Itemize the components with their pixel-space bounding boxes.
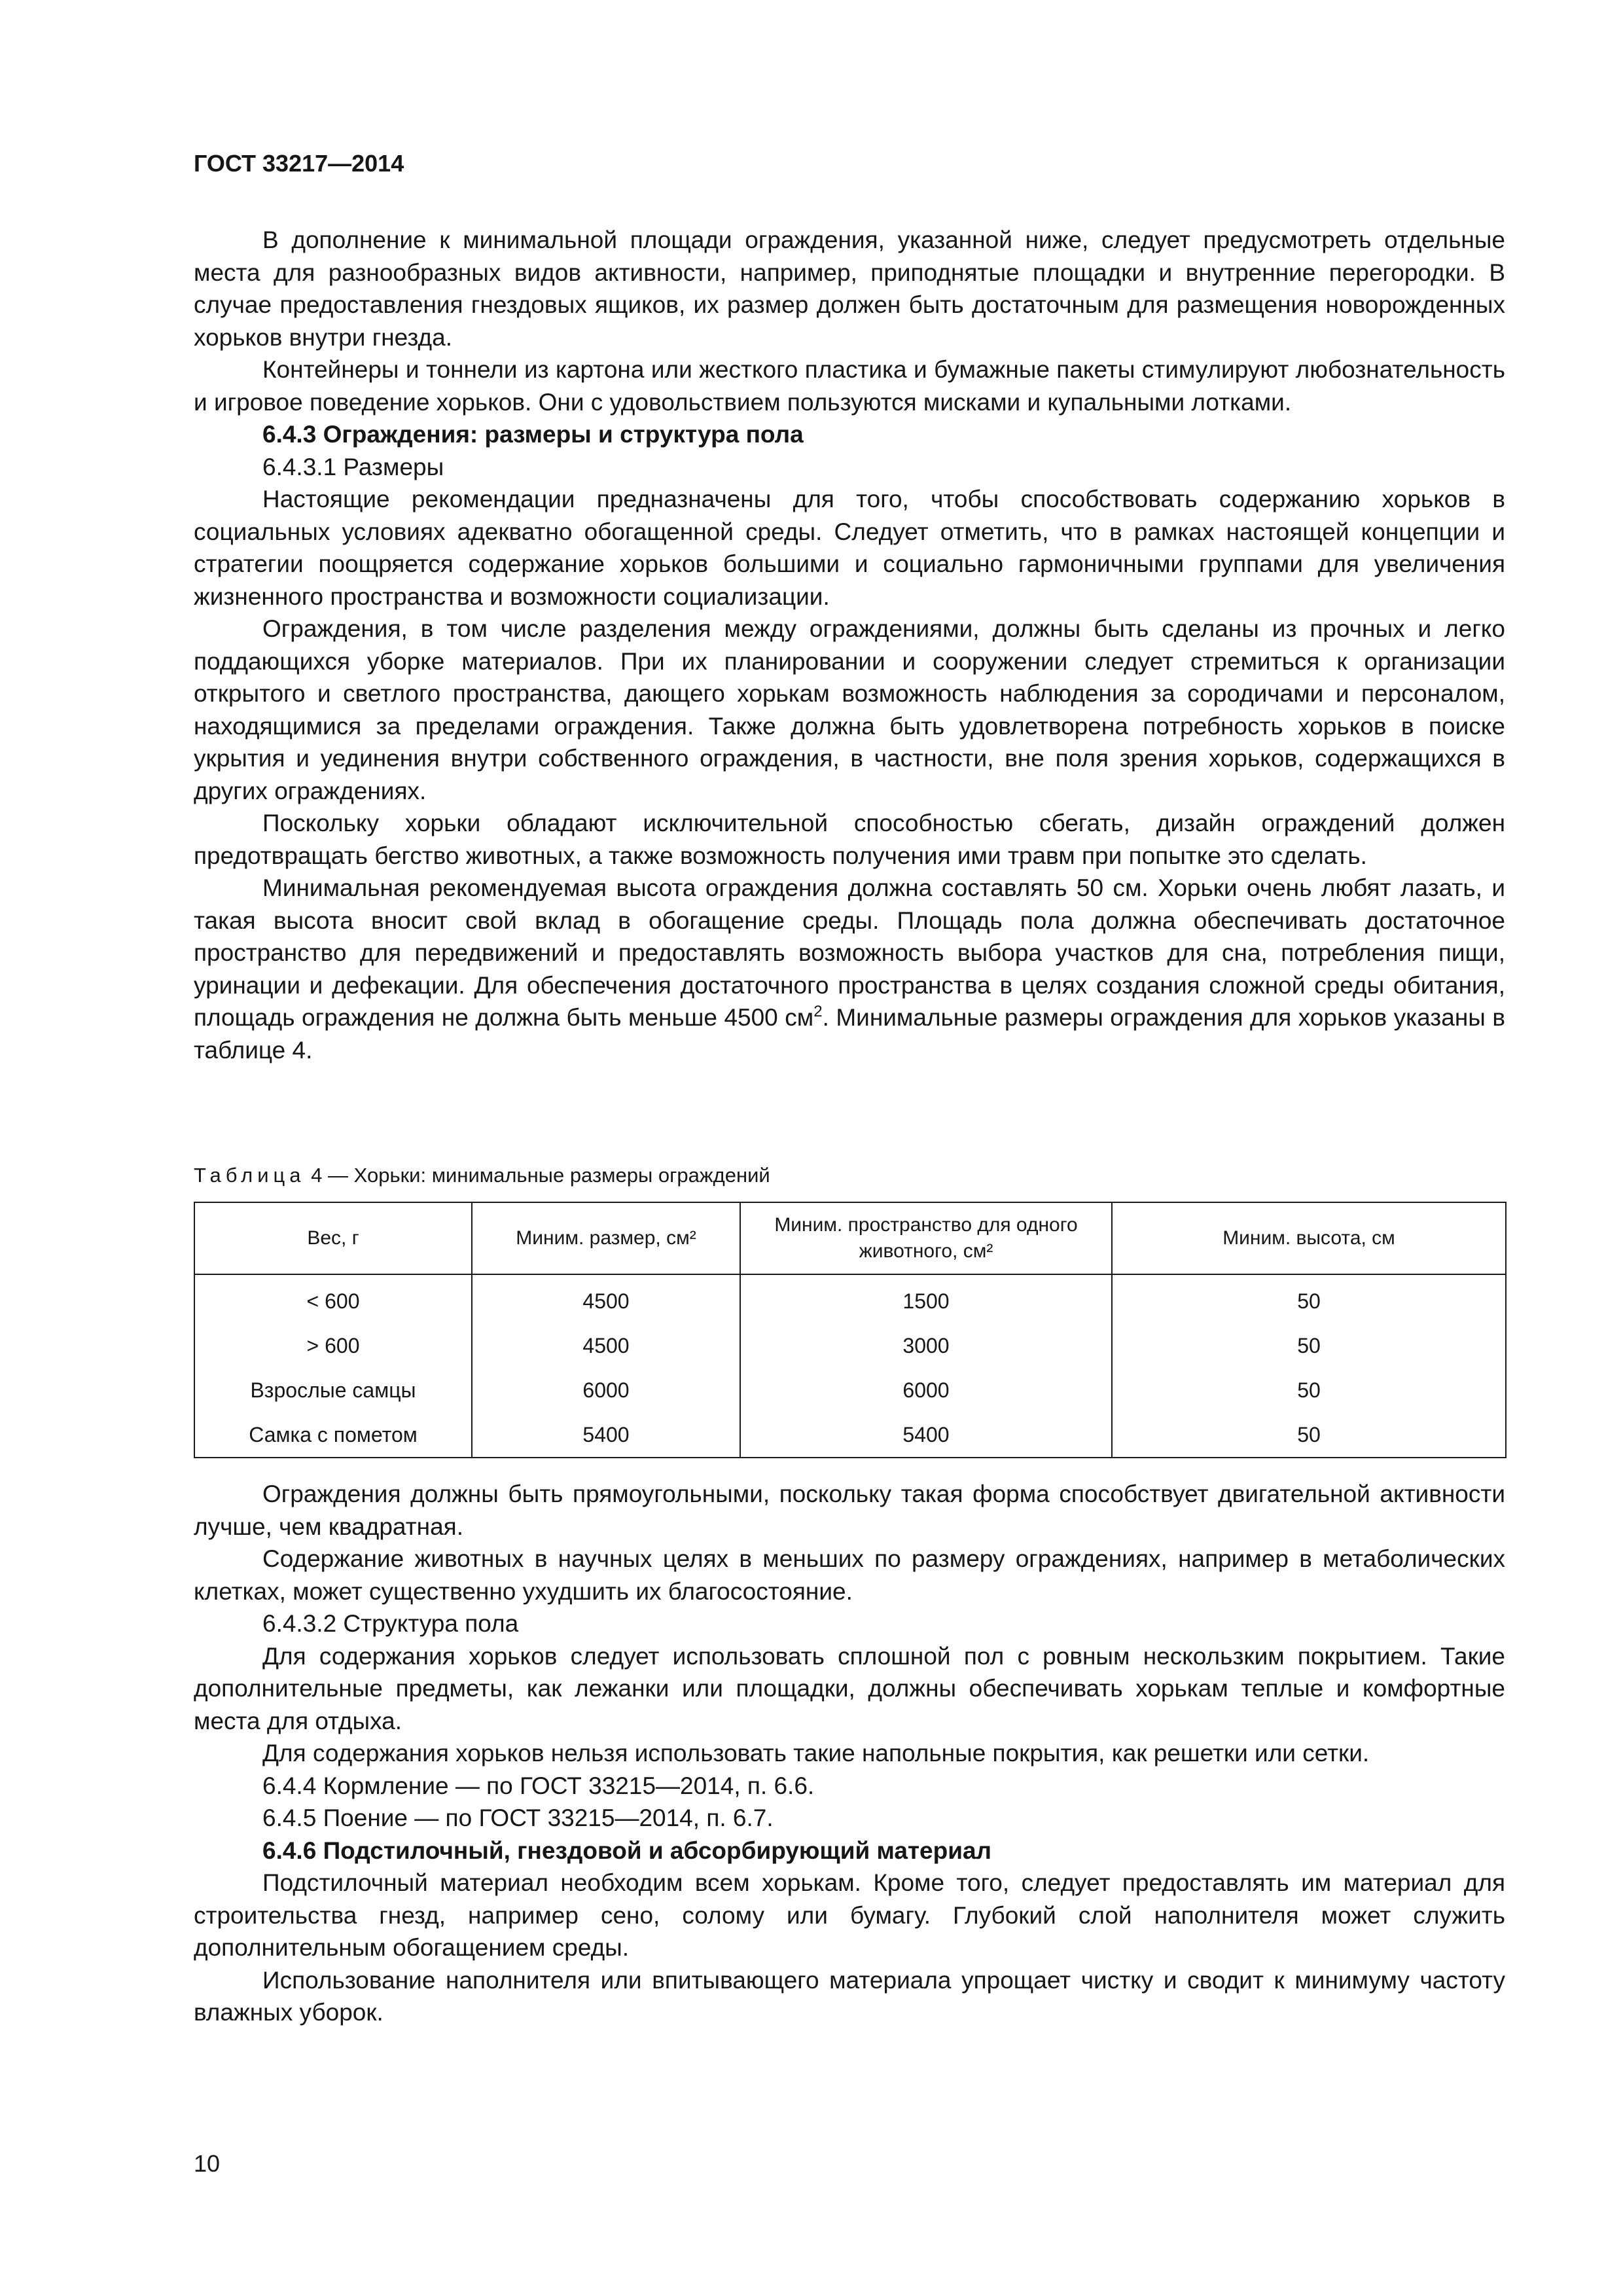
paragraph: Использование наполнителя или впитывающего материала упрощает чистку и сводит к минимуму частоту влажных уборок.: [194, 1966, 1505, 2026]
paragraph: Контейнеры и тоннели из картона или жесткого пластика и бумажные пакеты стимулируют любознательность и игровое поведение хорьков. Они с удовольствием пользуются мисками и купальными лотками.: [194, 356, 1505, 416]
document-page: [194, 0, 1505, 2296]
paragraph: Содержание животных в научных целях в меньших по размеру ограждениях, например в метаболических клетках, может существенно ухудшить их благосостояние.: [194, 1545, 1505, 1605]
paragraph: Подстилочный материал необходим всем хорькам. Кроме того, следует предоставлять им материал для строительства гнезд, например сено, солому или бумагу. Глубокий слой наполнителя может служить дополнительным обогащением среды.: [194, 1869, 1505, 1961]
table-cell: Самка с пометом: [194, 1412, 472, 1458]
column-header-weight: Вес, г: [194, 1202, 472, 1274]
table-cell: 50: [1112, 1274, 1506, 1323]
table-cell: 1500: [740, 1274, 1112, 1323]
table-caption-title: 4 — Хорьки: минимальные размеры ограждений: [305, 1164, 770, 1187]
paragraph: 6.4.3.1 Размеры: [262, 453, 444, 480]
paragraph: Ограждения, в том числе разделения между ограждениями, должны быть сделаны из прочных и легко поддающихся уборке материалов. При их планировании и сооружении следует стремиться к организации открытого и светлого пространства, дающего хорькам возможность наблюдения за сородичами и персоналом, находящимися за пределами ограждения. Также должна быть удовлетворена потребность хорьков в поиске укрытия и уединения внутри собственного ограждения, в частности, вне поля зрения хорьков, содержащихся в других ограждениях.: [194, 615, 1505, 804]
paragraph: 6.4.5 Поение — по ГОСТ 33215—2014, п. 6.7.: [262, 1804, 774, 1831]
paragraph: Для содержания хорьков следует использовать сплошной пол с ровным нескользким покрытием. Такие дополнительные предметы, как лежанки или площадки, должны обеспечивать хорькам теплые и комфортные места для отдыха.: [194, 1642, 1505, 1734]
paragraph: В дополнение к минимальной площади ограждения, указанной ниже, следует предусмотреть отдельные места для разнообразных видов активности, например, приподнятые площадки и внутренние перегородки. В случае предоставления гнездовых ящиков, их размер должен быть достаточным для размещения новорожденных хорьков внутри гнезда.: [194, 226, 1505, 351]
section-heading: 6.4.3 Ограждения: размеры и структура пола: [262, 421, 804, 448]
table-row: [194, 1323, 1506, 1368]
superscript: 2: [813, 1003, 823, 1020]
table-cell: 6000: [472, 1368, 740, 1412]
column-header-min-height: Миним. высота, см: [1112, 1202, 1506, 1274]
paragraph: 6.4.3.2 Структура пола: [262, 1610, 519, 1637]
body-text-top: [194, 224, 1505, 1066]
table-cell: > 600: [194, 1323, 472, 1368]
column-header-min-size: Миним. размер, см²: [472, 1202, 740, 1274]
page-number: 10: [194, 2150, 221, 2177]
table-row: [194, 1274, 1506, 1323]
section-heading: 6.4.6 Подстилочный, гнездовой и абсорбирующий материал: [262, 1837, 992, 1864]
table-cell: < 600: [194, 1274, 472, 1323]
table-cell: 5400: [472, 1412, 740, 1458]
table-cell: Взрослые самцы: [194, 1368, 472, 1412]
table-cell: 3000: [740, 1323, 1112, 1368]
paragraph: 6.4.4 Кормление — по ГОСТ 33215—2014, п. 6.6.: [262, 1772, 815, 1799]
paragraph: Настоящие рекомендации предназначены для того, чтобы способствовать содержанию хорьков в социальных условиях адекватно обогащенной среды. Следует отметить, что в рамках настоящей концепции и стратегии поощряется содержание хорьков большими и социально гармоничными группами для увеличения жизненного пространства и возможности социализации.: [194, 486, 1505, 610]
table-row: [194, 1368, 1506, 1412]
enclosure-size-table: [194, 1202, 1507, 1458]
body-text-bottom: [194, 1478, 1505, 2029]
paragraph: Ограждения должны быть прямоугольными, поскольку такая форма способствует двигательной активности лучше, чем квадратная.: [194, 1480, 1505, 1540]
table-cell: 50: [1112, 1323, 1506, 1368]
table-cell: 6000: [740, 1368, 1112, 1412]
table-row: [194, 1412, 1506, 1458]
table-cell: 50: [1112, 1368, 1506, 1412]
table-caption: [194, 1162, 770, 1189]
table-cell: 4500: [472, 1323, 740, 1368]
column-header-min-space: Миним. пространство для одного животного, см²: [740, 1202, 1112, 1274]
table-cell: 4500: [472, 1274, 740, 1323]
document-header: ГОСТ 33217—2014: [194, 150, 404, 177]
table-cell: 5400: [740, 1412, 1112, 1458]
paragraph: Для содержания хорьков нельзя использовать такие напольные покрытия, как решетки или сетки.: [262, 1740, 1370, 1767]
table-header-row: [194, 1202, 1506, 1274]
paragraph: Поскольку хорьки обладают исключительной способностью сбегать, дизайн ограждений должен предотвращать бегство животных, а также возможность получения ими травм при попытке это сделать.: [194, 810, 1505, 869]
table-cell: 50: [1112, 1412, 1506, 1458]
paragraph: Минимальная рекомендуемая высота ограждения должна составлять 50 см. Хорьки очень любят лазать, и такая высота вносит свой вклад в обогащение среды. Площадь пола должна обеспечивать достаточное пространство для передвижений и предоставлять возможность выбора участков для сна, потребления пищи, уринации и дефекации. Для обеспечения достаточного пространства в целях создания сложной среды обитания, площадь ограждения не должна быть меньше 4500 $см^2$. Минимальные размеры ограждения для хорьков указаны в таблице 4.: [194, 874, 1505, 1064]
table-caption-label: Таблица: [194, 1164, 306, 1187]
